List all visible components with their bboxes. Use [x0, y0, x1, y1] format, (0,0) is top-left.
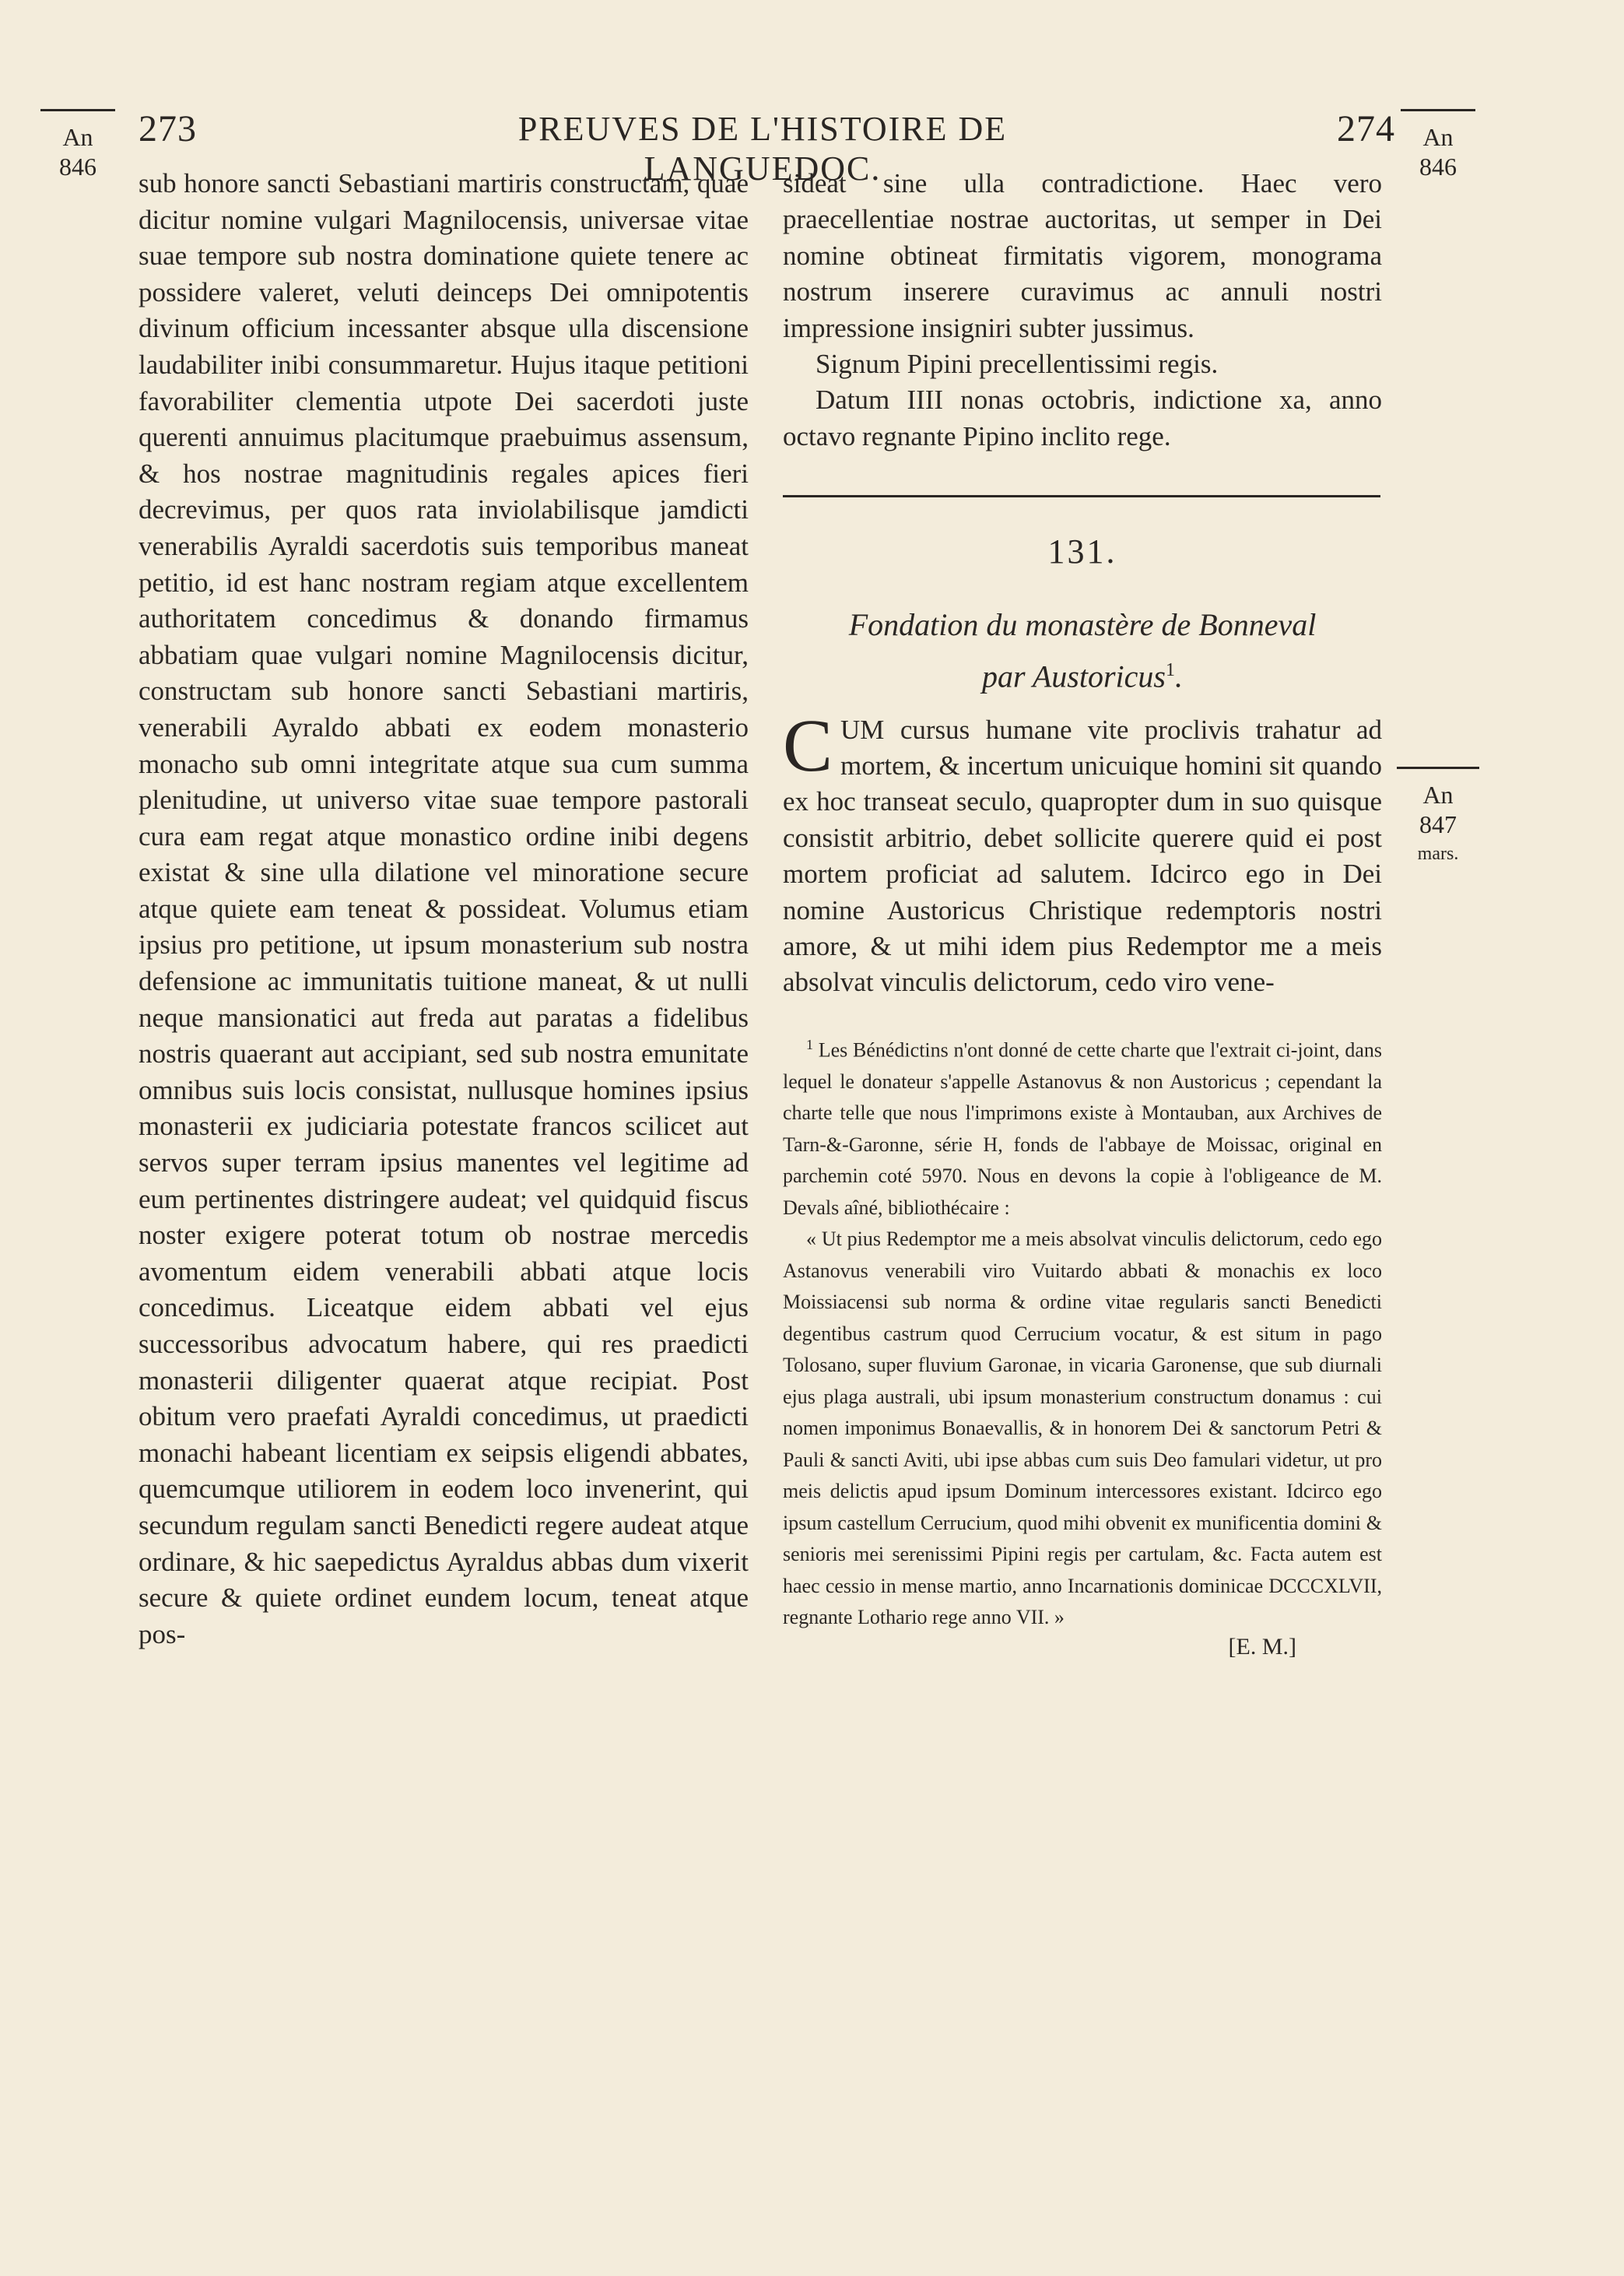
- margin-note-mid-right: [1397, 767, 1479, 869]
- margin-rule: [1397, 767, 1479, 769]
- right-page-number: 274: [1337, 108, 1395, 149]
- margin-note-label: An: [1422, 781, 1454, 809]
- document-title: [783, 602, 1382, 699]
- running-title: PREUVES DE L'HISTOIRE DE LANGUEDOC.: [517, 110, 1008, 188]
- charter-continuation: sideat sine ulla contradictione. Haec vero praecellentiae nostrae auctoritas, ut semper in Dei nomine obtineat firmitatis vigorem, monograma nostrum inserere curavimus ac annuli nostri impressione insigniri subter jussimus.: [783, 168, 1382, 343]
- left-column-text: sub honore sancti Sebastiani martiris constructam, quae dicitur nomine vulgari Magnilocensis, universae vitae suae tempore sub nostra dominatione quiete tenere ac possidere valeret, veluti deinceps Dei omnipotentis divinum officium incessanter absque ulla discensione laudabiliter inibi consummaretur. Hujus itaque petitioni favorabiliter clementia utpote Dei sacerdoti juste querenti annuimus placitumque praebuimus assensum, & hos nostrae magnitudinis regales apices fieri decrevimus, per quos rata inviolabilisque jamdicti venerabilis Ayraldi sacerdotis suis temporibus maneat petitio, id est hanc nostram regiam atque excellentem authoritatem concedimus & donando firmamus abbatiam quae vulgari nomine Magnilocensis dicitur, constructam sub honore sancti Sebastiani martiris, venerabili Ayraldo abbati ex eodem monasterio monacho sub omni integritate atque sua cum summa plenitudine, ut universo vitae suae tempore pastorali cura eam regat atque monastico ordine inibi degens existat & sine ulla dilatione vel minoratione secure atque quiete eam teneat & possideat. Volumus etiam ipsius pro petitione, ut ipsum monasterium sub nostra defensione ac immunitatis tuitione maneat, & ut nulli neque mansionatici aut freda aut paratas a fidelibus nostris quaerant aut accipiant, sed sub nostra emunitate omnibus suis locis consistat, nullusque homines ipsius monasterii ex judiciaria potestate francos scilicet aut servos super terram ipsius manentes vel legitime ad eum pertinentes distringere audeat; vel quidquid fiscus noster exigere poterat totum ob nostrae mercedis avomentum eidem venerabili abbati atque locis concedimus. Liceatque eidem abbati vel ejus successoribus advocatum habere, qui res praedicti monasterii diligenter quaerat atque recipiat. Post obitum vero praefati Ayraldi concedimus, ut praedicti monachi habeant licentiam ex seipsis eligendi abbates, quemcumque utiliorem in eodem loco invenerint, qui secundum regulam sancti Benedicti regere audeat atque ordinare, & hic saepedictus Ayraldus abbas dum vixerit secure & quiete ordinet eundem locum, teneat atque pos-: [139, 168, 749, 1649]
- charter-signum: Signum Pipini precellentissimi regis.: [816, 349, 1219, 380]
- charter-text: [783, 703, 1382, 1001]
- document-title-end: .: [1174, 659, 1183, 694]
- document-title-line2: par Austoricus: [982, 659, 1166, 694]
- margin-note-year: 846: [1419, 153, 1457, 181]
- footnote-mark: 1: [806, 1036, 813, 1052]
- left-page-number: 273: [139, 108, 197, 149]
- margin-rule: [40, 109, 115, 111]
- charter-body: cursus humane vite proclivis trahatur ad mortem, & incertum unicuique homini sit quando ex hoc transeat seculo, quapropter dum in suo quisque consistit arbitrio, debet sollicite querere quid ei post mortem proficiat ad salutem. Idcirco ego in Dei nomine Austoricus Christique redemptoris nostri amore, & ut mihi idem pius Redemptor me a meis absolvat vinculis delictorum, cedo viro vene-: [783, 714, 1382, 998]
- document-title-line1: Fondation du monastère de Bonneval: [848, 607, 1317, 643]
- margin-note-year: 847: [1419, 810, 1457, 838]
- charter-datum: Datum IIII nonas octobris, indictione xa, anno octavo regnante Pipino inclito rege.: [783, 385, 1382, 451]
- right-column: [783, 166, 1382, 1660]
- charter-smallcaps-start: UM: [840, 714, 885, 745]
- footnote-quote: « Ut pius Redemptor me a meis absolvat vinculis delictorum, cedo ego Astanovus venerabili viro Vuitardo abbati & monachis ex loco Moissiacensi sub norma & ordine vitae regularis sancti Benedicti degentibus castrum quod Cerrucium vocatur, & est situm in pago Tolosano, super fluvium Garonae, in vicaria Garonense, que sub diurnali ejus plaga australi, ubi ipsum monasterium constructum donamus : cui nomen imponimus Bonaevallis, & in honorem Dei & sanctorum Petri & Pauli & sancti Aviti, ubi ipse abbas cum suis Deo famulari videtur, ut pro meis delictis apud ipsum Dominum intercessores existant. Idcirco ego ipsum castellum Cerrucium, quod mihi obvenit ex munificentia domini & senioris mei serenissimi Pipini regis per cartulam, &c. Facta autem est haec cessio in mense martio, anno Incarnationis dominicae DCCCXLVII, regnante Lothario rege anno VII. »: [783, 1228, 1382, 1629]
- document-number: 131.: [1047, 532, 1117, 571]
- footnote-text: Les Bénédictins n'ont donné de cette charte que l'extrait ci-joint, dans lequel le donateur s'appelle Astanovus & non Austoricus ; cependant la charte telle que nous l'imprimons existe à Montauban, aux Archives de Tarn-&-Garonne, série H, fonds de l'abbaye de Moissac, original en parchemin coté 5970. Nous en devons la copie à l'obligeance de M. Devals aîné, bibliothécaire :: [783, 1038, 1382, 1219]
- margin-note-label: An: [62, 123, 93, 151]
- margin-note-month: mars.: [1417, 844, 1459, 864]
- margin-note-year: 846: [59, 153, 96, 181]
- margin-rule: [1401, 109, 1475, 111]
- margin-note-label: An: [1422, 123, 1454, 151]
- footnote: [783, 1029, 1382, 1224]
- editor-signature: [E. M.]: [1228, 1633, 1296, 1660]
- margin-note-top-left: [40, 109, 115, 181]
- margin-note-top-right: [1401, 109, 1475, 181]
- drop-cap: C: [783, 703, 833, 787]
- footnote-ref: 1: [1165, 660, 1175, 681]
- left-column: [139, 166, 749, 1653]
